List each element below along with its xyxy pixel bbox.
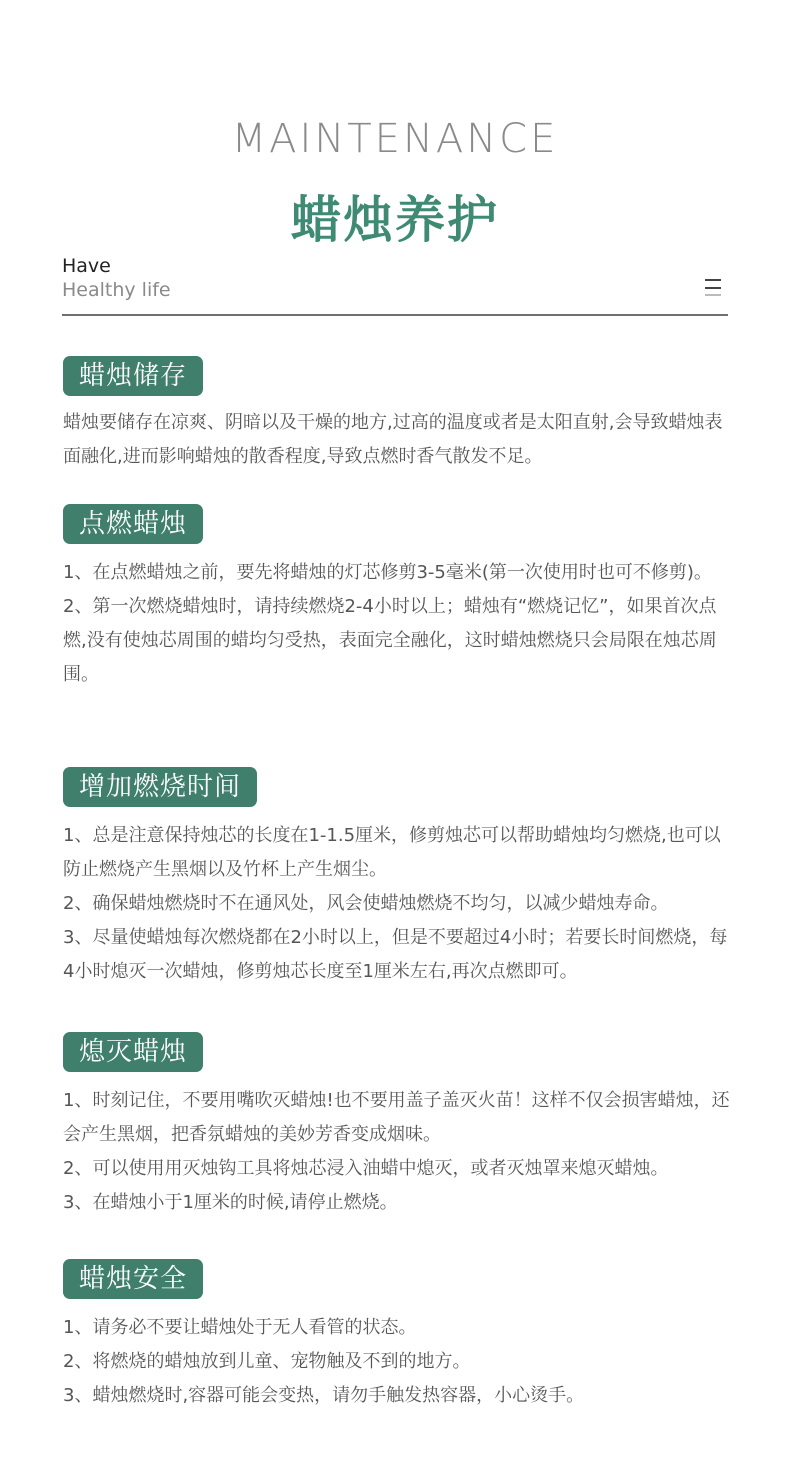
section-paragraph: 1、时刻记住，不要用嘴吹灭蜡烛!也不要用盖子盖灭火苗！这样不仅会损害蜡烛，还会产生黑烟，把香氛蜡烛的美妙芳香变成烟味。: [63, 1090, 730, 1145]
section-paragraph: 2、第一次燃烧蜡烛时，请持续燃烧2-4小时以上；蜡烛有“燃烧记忆”，如果首次点燃,没有使烛芯周围的蜡均匀受热，表面完全融化，这时蜡烛燃烧只会局限在烛芯周围。: [63, 596, 717, 685]
section-safety: [63, 1259, 743, 1413]
section-storage: [63, 356, 743, 474]
section-extinguish: [63, 1032, 743, 1220]
title-chinese: 蜡烛养护: [291, 191, 499, 249]
section-title-badge: 增加燃烧时间: [63, 767, 257, 807]
section-title-badge: 熄灭蜡烛: [63, 1032, 203, 1072]
section-paragraph: 1、请务必不要让蜡烛处于无人看管的状态。: [63, 1317, 417, 1338]
section-burn-time: [63, 767, 743, 989]
section-paragraph: 1、在点燃蜡烛之前，要先将蜡烛的灯芯修剪3-5毫米(第一次使用时也可不修剪)。: [63, 562, 712, 583]
section-paragraph: 2、可以使用用灭烛钩工具将烛芯浸入油蜡中熄灭，或者灭烛罩来熄灭蜡烛。: [63, 1158, 669, 1179]
section-paragraph: 3、尽量使蜡烛每次燃烧都在2小时以上，但是不要超过4小时；若要长时间燃烧，每4小时熄灭一次蜡烛，修剪烛芯长度至1厘米左右,再次点燃即可。: [63, 927, 728, 982]
section-paragraph: 2、将燃烧的蜡烛放到儿童、宠物触及不到的地方。: [63, 1351, 471, 1372]
section-title-badge: 点燃蜡烛: [63, 504, 203, 544]
section-paragraph: 3、在蜡烛小于1厘米的时候,请停止燃烧。: [63, 1192, 398, 1213]
section-paragraph: 3、蜡烛燃烧时,容器可能会变热，请勿手触发热容器，小心烫手。: [63, 1385, 585, 1406]
section-title-badge: 蜡烛安全: [63, 1259, 203, 1299]
section-paragraph: 1、总是注意保持烛芯的长度在1-1.5厘米，修剪烛芯可以帮助蜡烛均匀燃烧,也可以防止燃烧产生黑烟以及竹杯上产生烟尘。: [63, 825, 721, 880]
section-paragraph: 2、确保蜡烛燃烧时不在通风处，风会使蜡烛燃烧不均匀，以减少蜡烛寿命。: [63, 893, 669, 914]
menu-icon: [705, 279, 721, 297]
tagline-have: Have: [62, 255, 111, 277]
header-divider: [62, 314, 728, 316]
section-paragraph: 蜡烛要储存在凉爽、阴暗以及干燥的地方,过高的温度或者是太阳直射,会导致蜡烛表面融化,进而影响蜡烛的散香程度,导致点燃时香气散发不足。: [63, 412, 723, 467]
section-title-badge: 蜡烛储存: [63, 356, 203, 396]
tagline-healthy-life: Healthy life: [62, 279, 171, 301]
section-lighting: [63, 504, 743, 692]
title-english: MAINTENANCE: [231, 116, 559, 162]
